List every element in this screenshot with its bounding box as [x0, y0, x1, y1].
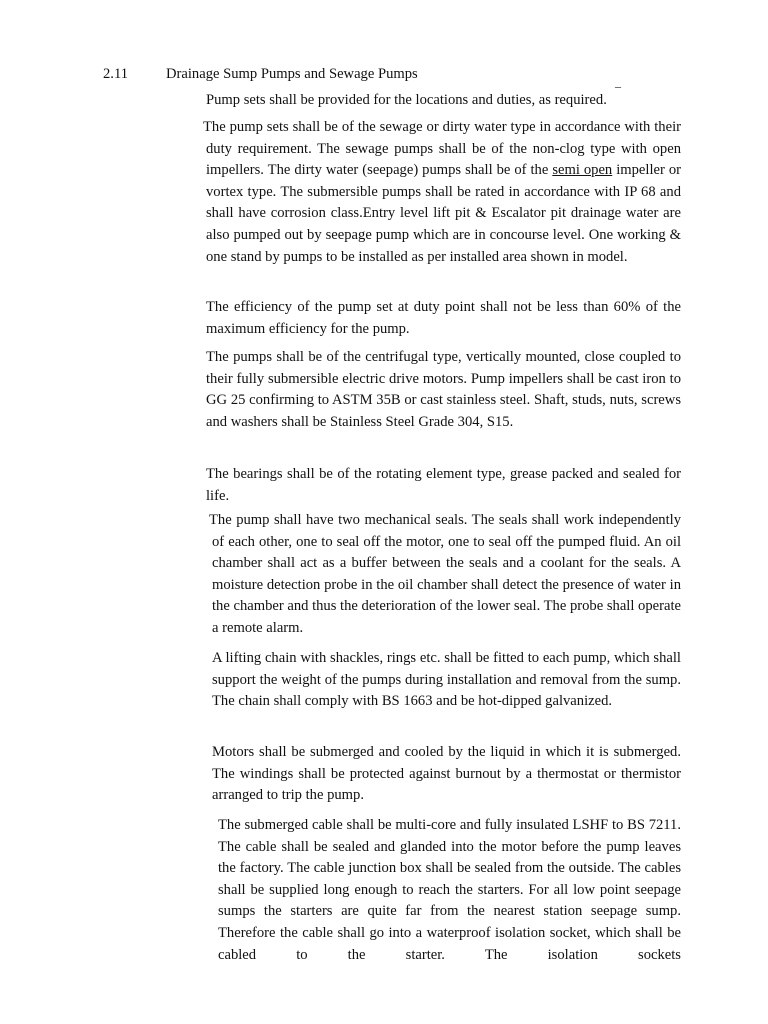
paragraph-pump-types — [203, 117, 681, 268]
paragraph-pump-sets: Pump sets shall be provided for the locations and duties, as required. — [206, 92, 607, 108]
paragraph-bearings: The bearings shall be of the rotating element type, grease packed and sealed for life. — [206, 466, 681, 504]
paragraph-motors: Motors shall be submerged and cooled by the liquid in which it is submerged. The windings shall be protected against burnout by a thermostat or thermistor arranged to trip the pump. — [212, 744, 681, 804]
paragraph-submerged-cable: The submerged cable shall be multi-core and fully insulated LSHF to BS 7211. The cable shall be sealed and glanded into the motor before the pump leaves the factory. The cable junction box shall be sealed from the outside. The cables shall be supplied long enough to reach the starters. For all low point seepage sumps the starters are quite far from the nearest station seepage sump. Therefore the cable shall go into a waterproof isolation socket, which shall be cabled to the starter. The isolation sockets — [218, 817, 681, 963]
section-title: Drainage Sump Pumps and Sewage Pumps — [166, 66, 418, 82]
paragraph-pump-types-text-a: The pump sets shall be of the sewage or dirty water type in accordance with their duty requirement. The sewage pumps shall be of the non-clog type with open impellers. The dirty water (seepage) pumps shall be of the — [203, 119, 681, 179]
paragraph-pump-types-underlined: semi open — [552, 162, 613, 179]
stray-dash-mark: _ — [615, 75, 621, 89]
section-number: 2.11 — [103, 66, 128, 82]
paragraph-pump-types-text-b: impeller or vortex type. The submersible pumps shall be rated in accordance with IP 68 and shall have corrosion class.Entry level lift pit & Escalator pit drainage water are also pumped out by seepage pump which are in concourse level. One working & one stand by pumps to be installed as per installed area shown in model. — [206, 162, 681, 265]
paragraph-centrifugal: The pumps shall be of the centrifugal type, vertically mounted, close coupled to their fully submersible electric drive motors. Pump impellers shall be cast iron to GG 25 confirming to ASTM 35B or cast stainless steel. Shaft, studs, nuts, screws and washers shall be Stainless Steel Grade 304, S15. — [206, 349, 681, 430]
paragraph-lifting-chain: A lifting chain with shackles, rings etc. shall be fitted to each pump, which shall support the weight of the pumps during installation and removal from the sump. The chain shall comply with BS 1663 and be hot-dipped galvanized. — [212, 650, 681, 710]
paragraph-efficiency: The efficiency of the pump set at duty point shall not be less than 60% of the maximum efficiency for the pump. — [206, 299, 681, 337]
paragraph-mechanical-seals: The pump shall have two mechanical seals. The seals shall work independently of each other, one to seal off the motor, one to seal off the pumped fluid. An oil chamber shall act as a buffer between the seals and a coolant for the seals. A moisture detection probe in the oil chamber shall detect the presence of water in the chamber and thus the deterioration of the lower seal. The probe shall operate a remote alarm. — [209, 512, 681, 636]
